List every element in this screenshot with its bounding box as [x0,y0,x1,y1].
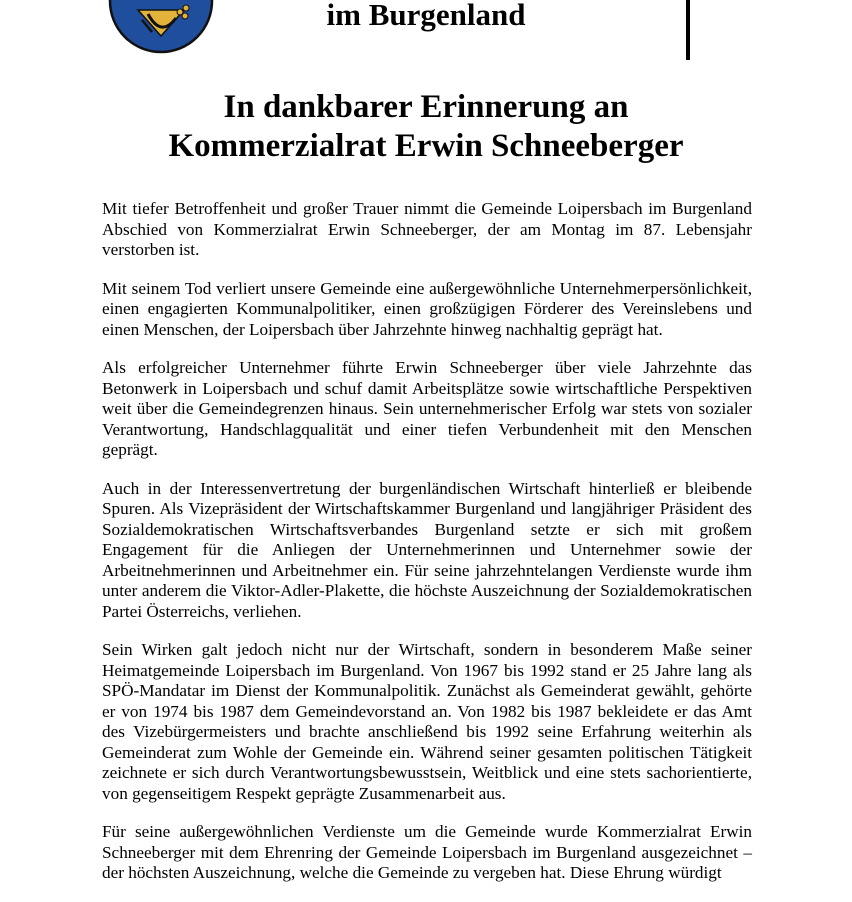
article-body [102,199,752,902]
bold-years: 1992 [494,722,530,741]
paragraph-text: Für seine außergewöhnlichen Verdienste um die Gemeinde wurde Kommerzialrat Erwin Schneeberger mit dem [102,822,752,862]
paragraph-text: Sein Wirken galt jedoch nicht nur der Wirtschaft, sondern in besonderem Maße seiner Heimatgemeinde Loipersbach im Burgenland. Von [102,640,752,680]
paragraph-2 [102,279,752,341]
paragraph-4 [102,479,752,623]
paragraph-1 [102,199,752,261]
paragraph-3 [102,358,752,461]
paragraph-text: Auch in der Interessenvertretung der burgenländischen Wirtschaft hinterließ er bleibende Spuren. Als Vizepräsident der Wirtschaftskammer Burgenland und langjähriger Präsident des Sozialdemokratischen Wirtschaftsverbandes Burgenland setzte er sich mit großem Engagement für die Anliegen der Unternehmerinnen und Unternehmer sowie der Arbeitnehmerinnen und Arbeitnehmer ein. Für seine jahrzehntelangen Verdienste wurde ihm unter anderem die Viktor-Adler-Plakette, die höchste Auszeichnung der Sozialdemokratischen Partei Österreichs, verliehen. [102,478,752,621]
bold-years: 1967 bis 1992 [463,660,565,680]
title-line-2: Kommerzialrat Erwin Schneeberger [168,128,684,164]
paragraph-5 [102,640,752,804]
paragraph-text: bekleidete er das Amt des Vizebürgermeisters und brachte anschließend bis [102,701,753,741]
bold-years: 1974 bis 1987 [153,701,254,721]
header-divider [686,0,690,60]
paragraph-text: ausgezeichnet – der höchsten Auszeichnung, welche die Gemeinde zu vergeben hat. Diese Ehrung würdigt [102,842,752,882]
bold-name: Kommerzialrat Erwin Schneeberger [213,219,473,239]
page-title [0,88,852,166]
paragraph-text: seine Erfahrung weiterhin als Gemeinderat zum Wohle der Gemeinde ein. Während seiner gesamten politischen Tätigkeit zeichnete er sich durch Verantwortungsbewusstsein, Weitblick und eine stets sachorientierte, von gegenseitigem Respekt geprägte Zusammenarbeit aus. [102,722,752,803]
paragraph-text: stand er 25 Jahre lang als SPÖ-Mandatar im Dienst der Kommunalpolitik. Zunächst als Gemeinderat gewählt, gehörte er von [102,660,752,721]
header-title: im Burgenland [326,0,526,32]
bold-years: 1982 bis 1987 [490,701,592,721]
paragraph-text: Mit tiefer Betroffenheit und großer Trauer nimmt die Gemeinde Loipersbach im Burgenland Abschied von [102,199,752,239]
paragraph-text: dem Gemeindevorstand an. Von [253,701,491,721]
paragraph-text: , der am Montag im 87. Lebensjahr verstorben ist. [102,219,752,259]
paragraph-text: Als erfolgreicher Unternehmer führte Erwin Schneeberger über viele Jahrzehnte das Betonwerk in Loipersbach und schuf damit Arbeitsplätze sowie wirtschaftliche Perspektiven weit über die Gemeindegrenzen hinaus. Sein unternehmerischer Erfolg war stets von sozialer Verantwortung, Handschlagqualität und einer tiefen Verbundenheit mit den Menschen geprägt. [102,358,752,459]
paragraph-text: Mit seinem Tod verliert unsere Gemeinde eine außergewöhnliche Unternehmerpersönlichkeit, einen engagierten Kommunalpolitiker, einen großzügigen Förderer des Vereinslebens und einen Menschen, der Loipersbach über Jahrzehnte hinweg nachhaltig geprägt hat. [102,278,752,339]
title-line-1: In dankbarer Erinnerung an [223,89,629,125]
paragraph-6 [102,822,752,884]
bold-award: Ehrenring der Gemeinde Loipersbach im Burgenland [264,842,637,862]
